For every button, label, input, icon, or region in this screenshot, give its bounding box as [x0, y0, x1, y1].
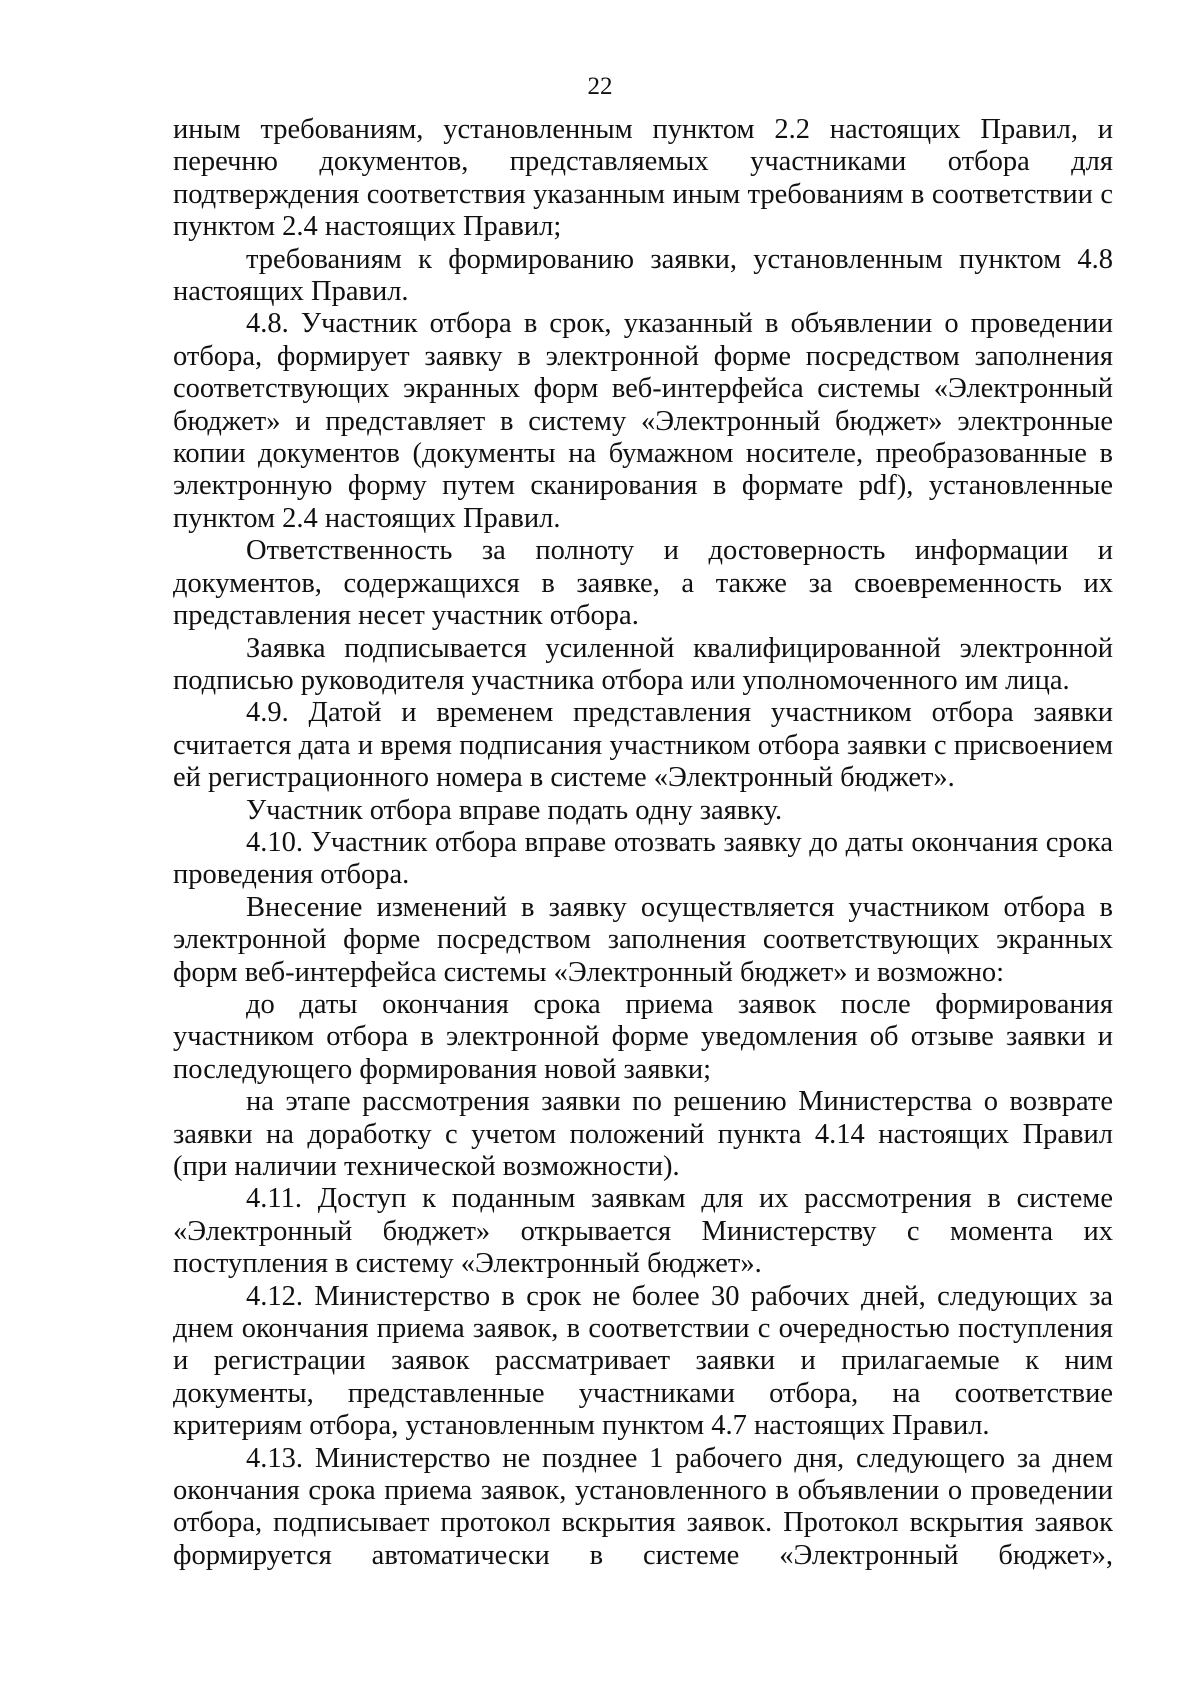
- paragraph-7: Участник отбора вправе подать одну заявку.: [246, 794, 783, 826]
- page-number: 22: [587, 73, 613, 100]
- paragraph-6: 4.9. Датой и временем представления участником отбора заявки считается дата и время подписания участником отбора заявки с присвоением ей регистрационного номера в системе «Электронный бюджет».: [173, 697, 1113, 794]
- paragraph-5: Заявка подписывается усиленной квалифицированной электронной подписью руководителя участника отбора или уполномоченного им лица.: [173, 632, 1113, 696]
- paragraph-11: на этапе рассмотрения заявки по решению Министерства о возврате заявки на доработку с учетом положений пункта 4.14 настоящих Правил (при наличии технической возможности).: [173, 1086, 1113, 1182]
- paragraph-14: 4.13. Министерство не позднее 1 рабочего дня, следующего за днем окончания срока приема заявок, установленного в объявлении о проведении отбора, подписывает протокол вскрытия заявок. Протокол вскрытия заявок формируется автоматически в системе «Электронный бюджет»,: [173, 1442, 1113, 1571]
- paragraph-4: Ответственность за полноту и достоверность информации и документов, содержащихся в заявке, а также за своевременность их представления несет участник отбора.: [173, 535, 1113, 632]
- paragraph-9: Внесение изменений в заявку осуществляется участником отбора в электронной форме посредством заполнения соответствующих экранных форм веб-интерфейса системы «Электронный бюджет» и возможно:: [173, 891, 1113, 988]
- paragraph-13: 4.12. Министерство в срок не более 30 рабочих дней, следующих за днем окончания приема заявок, в соответствии с очередностью поступления и регистрации заявок рассматривает заявки и прилагаемые к ним документы, представленные участниками отбора, на соответствие критериям отбора, установленным пунктом 4.7 настоящих Правил.: [173, 1280, 1113, 1442]
- paragraph-3: 4.8. Участник отбора в срок, указанный в объявлении о проведении отбора, формирует заявку в электронной форме посредством заполнения соответствующих экранных форм веб-интерфейса системы «Электронный бюджет» и представляет в систему «Электронный бюджет» электронные копии документов (документы на бумажном носителе, преобразованные в электронную форму путем сканирования в формате pdf), установленные пунктом 2.4 настоящих Правил.: [173, 308, 1113, 534]
- paragraph-10: до даты окончания срока приема заявок после формирования участником отбора в электронной форме уведомления об отзыве заявки и последующего формирования новой заявки;: [173, 988, 1113, 1085]
- document-body: [173, 114, 1113, 1572]
- paragraph-1: иным требованиям, установленным пунктом 2.2 настоящих Правил, и перечню документов, представляемых участниками отбора для подтверждения соответствия указанным иным требованиям в соответствии с пунктом 2.4 настоящих Правил;: [173, 114, 1113, 243]
- paragraph-2: требованиям к формированию заявки, установленным пунктом 4.8 настоящих Правил.: [173, 243, 1113, 308]
- paragraph-8: 4.10. Участник отбора вправе отозвать заявку до даты окончания срока проведения отбора.: [173, 826, 1113, 891]
- paragraph-12: 4.11. Доступ к поданным заявкам для их рассмотрения в системе «Электронный бюджет» открывается Министерству с момента их поступления в систему «Электронный бюджет».: [173, 1183, 1113, 1280]
